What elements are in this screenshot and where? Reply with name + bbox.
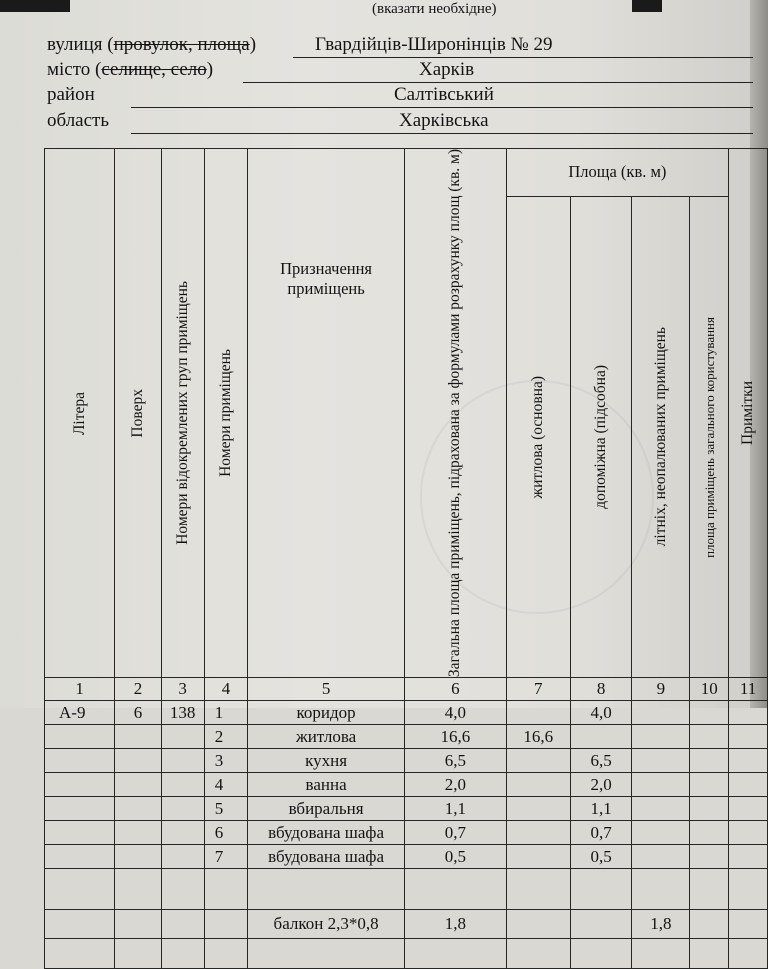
cell-room: 5 [204,797,248,821]
cell-floor [115,773,161,797]
header-summer: літніх, неопалюваних приміщень [632,196,690,677]
cell-aux [570,725,632,749]
cell-common [690,821,729,845]
column-number: 9 [632,678,690,701]
cell-total: 4,0 [404,701,506,725]
table-row [45,749,768,773]
cell-total: 1,1 [404,797,506,821]
cell-summer [632,845,690,869]
cell-group [161,749,204,773]
column-number: 8 [570,678,632,701]
cell-purpose: вбудована шафа [248,821,405,845]
column-number: 1 [45,678,115,701]
cell-notes [729,821,768,845]
cell-litera [45,797,115,821]
header-total-area: Загальна площа приміщень, підрахована за формулами розрахунку площ (кв. м) [404,149,506,678]
cell-litera [45,725,115,749]
street-underline [293,57,753,58]
cell-litera: А-9 [45,701,115,725]
cell-litera [45,749,115,773]
table-row-empty [45,939,768,969]
table-row-balcony [45,910,768,939]
column-number: 6 [404,678,506,701]
cell-living [506,797,570,821]
district-row [47,84,757,108]
cell-common [690,701,729,725]
scan-shadow [0,0,70,12]
cell-common [690,773,729,797]
cell-floor [115,797,161,821]
cell-aux: 4,0 [570,701,632,725]
cell-purpose: вбудована шафа [248,845,405,869]
header-purpose: Призначення приміщень [248,149,405,678]
column-number: 7 [506,678,570,701]
header-litera: Літера [45,149,115,678]
cell-room: 4 [204,773,248,797]
region-underline [131,133,753,134]
cell-room: 6 [204,821,248,845]
cell-common [690,749,729,773]
cell-group [161,821,204,845]
cell-aux: 0,5 [570,845,632,869]
cell-aux: 2,0 [570,773,632,797]
cell-living [506,821,570,845]
city-value: Харків [419,59,475,80]
cell-purpose: ванна [248,773,405,797]
region-row [47,110,757,134]
cell-living: 16,6 [506,725,570,749]
cell-total: 16,6 [404,725,506,749]
city-row [47,59,757,83]
cell-group [161,773,204,797]
column-number: 10 [690,678,729,701]
cell-litera [45,773,115,797]
table-row [45,821,768,845]
region-value: Харківська [399,110,489,131]
cell-summer [632,797,690,821]
header-room-numbers: Номери приміщень [204,149,248,678]
cell-group [161,797,204,821]
cell-group [161,845,204,869]
cell-aux: 6,5 [570,749,632,773]
cell-summer [632,773,690,797]
cell-living [506,749,570,773]
cell-summer [632,749,690,773]
street-label: вулиця (провулок, площа) [47,34,257,55]
cell-notes [729,773,768,797]
cell-summer [632,701,690,725]
cell-total: 0,7 [404,821,506,845]
cell-litera [45,821,115,845]
scan-shadow [632,0,662,12]
column-number: 5 [248,678,405,701]
cell-aux: 1,1 [570,797,632,821]
cell-notes [729,749,768,773]
cell-purpose: кухня [248,749,405,773]
table-row [45,725,768,749]
cell-total: 2,0 [404,773,506,797]
district-label: район [47,84,95,105]
district-underline [131,107,753,108]
table-row-empty [45,869,768,910]
column-number: 4 [204,678,248,701]
rooms-table [44,148,768,969]
header-living: житлова (основна) [506,196,570,677]
cell-living [506,845,570,869]
street-row [47,34,757,58]
city-label: місто (селище, село) [47,59,214,80]
column-number: 3 [161,678,204,701]
cell-aux: 0,7 [570,821,632,845]
cell-living [506,773,570,797]
cell-floor [115,749,161,773]
cell-floor: 6 [115,701,161,725]
table-row [45,845,768,869]
table-row [45,797,768,821]
cell-litera [45,845,115,869]
header-notes: Примітки [729,149,768,678]
city-underline [243,82,753,83]
cell-floor [115,845,161,869]
region-label: область [47,110,110,131]
cell-floor [115,821,161,845]
cell-purpose: балкон 2,3*0,8 [248,910,405,939]
cell-group [161,725,204,749]
header-common: площа приміщень загального користування [690,196,729,677]
header-group-numbers: Номери відокремлених груп приміщень [161,149,204,678]
column-numbers-row [45,678,768,701]
cell-common [690,845,729,869]
cell-notes [729,797,768,821]
cell-summer: 1,8 [632,910,690,939]
street-value: Гвардійців-Широнінців № 29 [315,34,553,55]
cell-total: 1,8 [404,910,506,939]
table-row [45,701,768,725]
cell-common [690,725,729,749]
cell-total: 6,5 [404,749,506,773]
cell-common [690,797,729,821]
column-number: 2 [115,678,161,701]
cell-notes [729,701,768,725]
cell-purpose: вбиральня [248,797,405,821]
header-floor: Поверх [115,149,161,678]
cell-room: 7 [204,845,248,869]
header-note: (вказати необхідне) [372,1,497,17]
cell-room: 1 [204,701,248,725]
column-number: 11 [729,678,768,701]
header-auxiliary: допоміжна (підсобна) [570,196,632,677]
cell-purpose: коридор [248,701,405,725]
cell-total: 0,5 [404,845,506,869]
cell-purpose: житлова [248,725,405,749]
district-value: Салтівський [394,84,494,105]
cell-group: 138 [161,701,204,725]
cell-summer [632,725,690,749]
cell-room: 2 [204,725,248,749]
cell-summer [632,821,690,845]
cell-living [506,701,570,725]
cell-room: 3 [204,749,248,773]
cell-floor [115,725,161,749]
cell-notes [729,845,768,869]
header-area-group: Площа (кв. м) [506,149,728,197]
table-row [45,773,768,797]
cell-notes [729,725,768,749]
